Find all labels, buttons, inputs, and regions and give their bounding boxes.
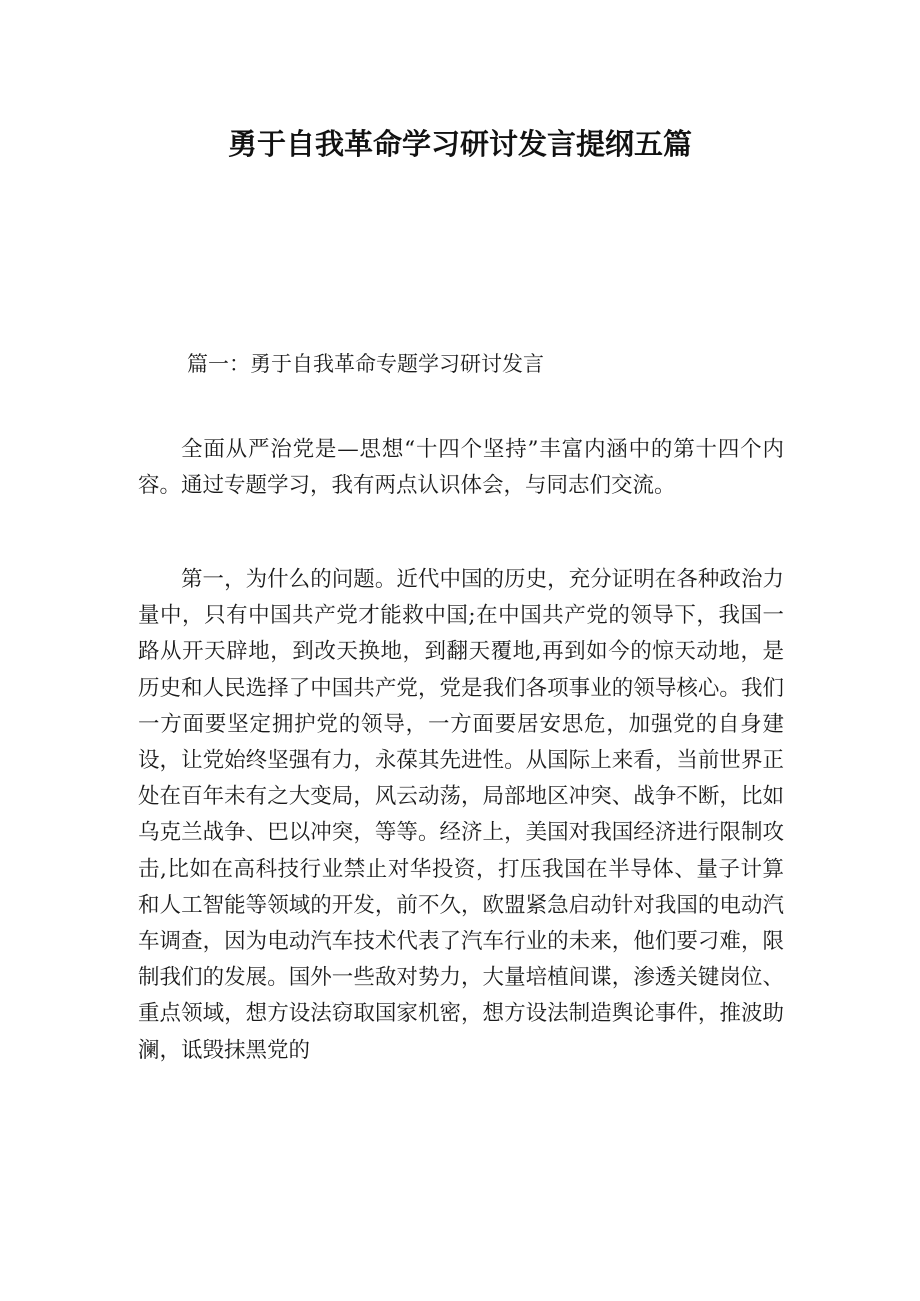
- body-paragraph-2: 第一，为什么的问题。近代中国的历史，充分证明在各种政治力量中，只有中国共产党才能救中国;在中国共产党的领导下，我国一路从开天辟地，到改天换地，到翻天覆地,再到如今的惊天动地，是历史和人民选择了中国共产党，党是我们各项事业的领导核心。我们一方面要坚定拥护党的领导，一方面要居安思危，加强党的自身建设，让党始终坚强有力，永葆其先进性。从国际上来看，当前世界正处在百年未有之大变局，风云动荡，局部地区冲突、战争不断，比如乌克兰战争、巴以冲突，等等。经济上，美国对我国经济进行限制攻击,比如在高科技行业禁止对华投资，打压我国在半导体、量子计算和人工智能等领域的开发，前不久，欧盟紧急启动针对我国的电动汽车调查，因为电动汽车技术代表了汽车行业的未来，他们要刁难，限制我们的发展。国外一些敌对势力，大量培植间谍，渗透关键岗位、重点领域，想方设法窃取国家机密，想方设法制造舆论事件，推波助澜，诋毁抹黑党的: [138, 567, 784, 1063]
- section-heading: 篇一：勇于自我革命专题学习研讨发言: [187, 352, 544, 376]
- body-paragraph-1: 全面从严治党是—思想“十四个坚持”丰富内涵中的第十四个内容。通过专题学习，我有两点认识体会，与同志们交流。: [138, 437, 784, 499]
- document-title: 勇于自我革命学习研讨发言提纲五篇: [227, 127, 692, 161]
